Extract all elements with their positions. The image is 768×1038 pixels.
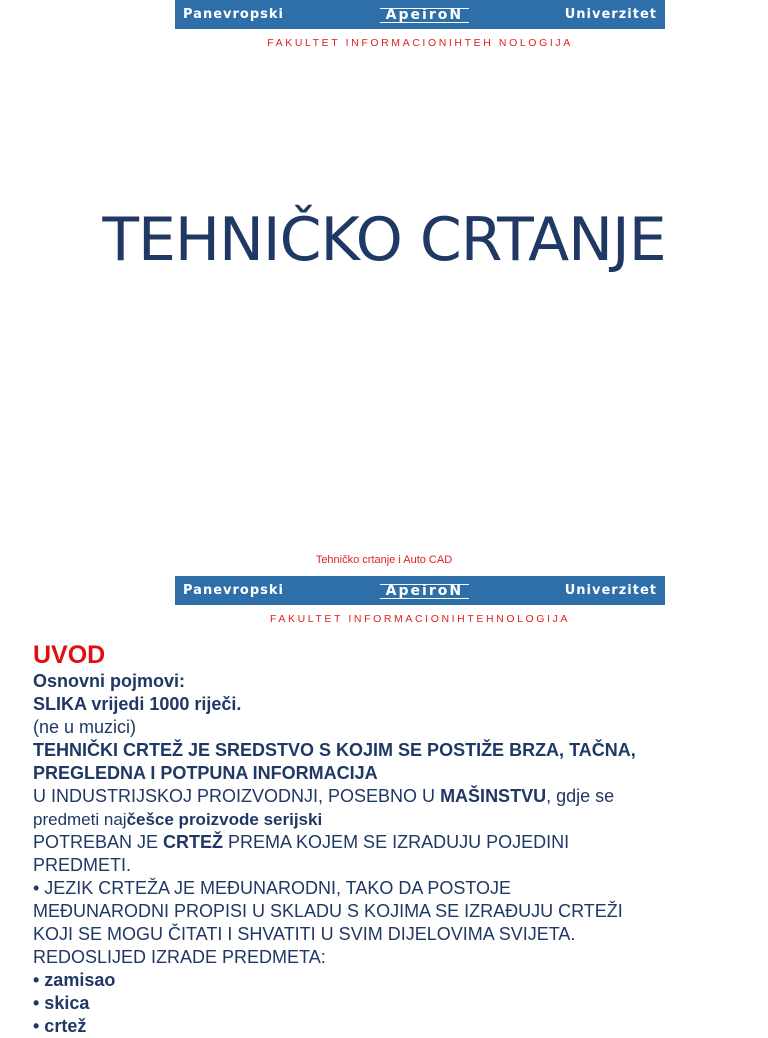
text-line: MEĐUNARODNI PROPISI U SKLADU S KOJIMA SE IZRAĐUJU CRTEŽI xyxy=(33,901,623,921)
text-line: U INDUSTRIJSKOJ PROIZVODNJI, POSEBNO U MAŠINSTVU, gdje se xyxy=(33,786,615,806)
faculty-name: FAKULTET INFORMACIONIHTEHNOLOGIJA xyxy=(269,613,571,625)
text-line: KOJI SE MOGU ČITATI I SHVATITI U SVIM DIJELOVIMA SVIJETA. xyxy=(33,924,576,944)
list-item: • zamisao xyxy=(33,970,116,990)
apeiron-logo: ApeiroN xyxy=(284,7,565,23)
university-banner xyxy=(175,0,665,29)
text-line: (ne u muzici) xyxy=(33,717,137,737)
content-slide xyxy=(0,572,768,1036)
apeiron-logo: ApeiroN xyxy=(284,583,565,599)
slide-footer: Tehničko crtanje i Auto CAD xyxy=(315,554,453,566)
banner-left-text: Panevropski xyxy=(183,7,284,22)
text-line: • JEZIK CRTEŽA JE MEĐUNARODNI, TAKO DA POSTOJE xyxy=(33,878,512,898)
faculty-name: FAKULTET INFORMACIONIHTEH NOLOGIJA xyxy=(267,37,573,49)
university-banner xyxy=(175,576,665,605)
section-heading: UVOD xyxy=(33,641,106,669)
banner-left-text: Panevropski xyxy=(183,583,284,598)
banner-right-text: Univerzitet xyxy=(564,583,657,598)
text-line: PREGLEDNA I POTPUNA INFORMACIJA xyxy=(33,763,378,783)
text-line: SLIKA vrijedi 1000 riječi. xyxy=(33,694,242,714)
list-item: • skica xyxy=(33,993,90,1013)
text-line: TEHNIČKI CRTEŽ JE SREDSTVO S KOJIM SE POSTIŽE BRZA, TAČNA, xyxy=(33,740,636,760)
text-line: POTREBAN JE CRTEŽ PREMA KOJEM SE IZRADUJU POJEDINI xyxy=(33,832,570,852)
text-line: REDOSLIJED IZRADE PREDMETA: xyxy=(33,947,326,967)
list-item: • crtež xyxy=(33,1016,87,1036)
slide-title: TEHNIČKO CRTANJE xyxy=(102,205,666,275)
text-line: PREDMETI. xyxy=(33,855,132,875)
slide-body xyxy=(33,640,733,1038)
banner-right-text: Univerzitet xyxy=(564,7,657,22)
text-line: predmeti najčešce proizvode serijski xyxy=(33,810,323,829)
text-line: Osnovni pojmovi: xyxy=(33,671,186,691)
